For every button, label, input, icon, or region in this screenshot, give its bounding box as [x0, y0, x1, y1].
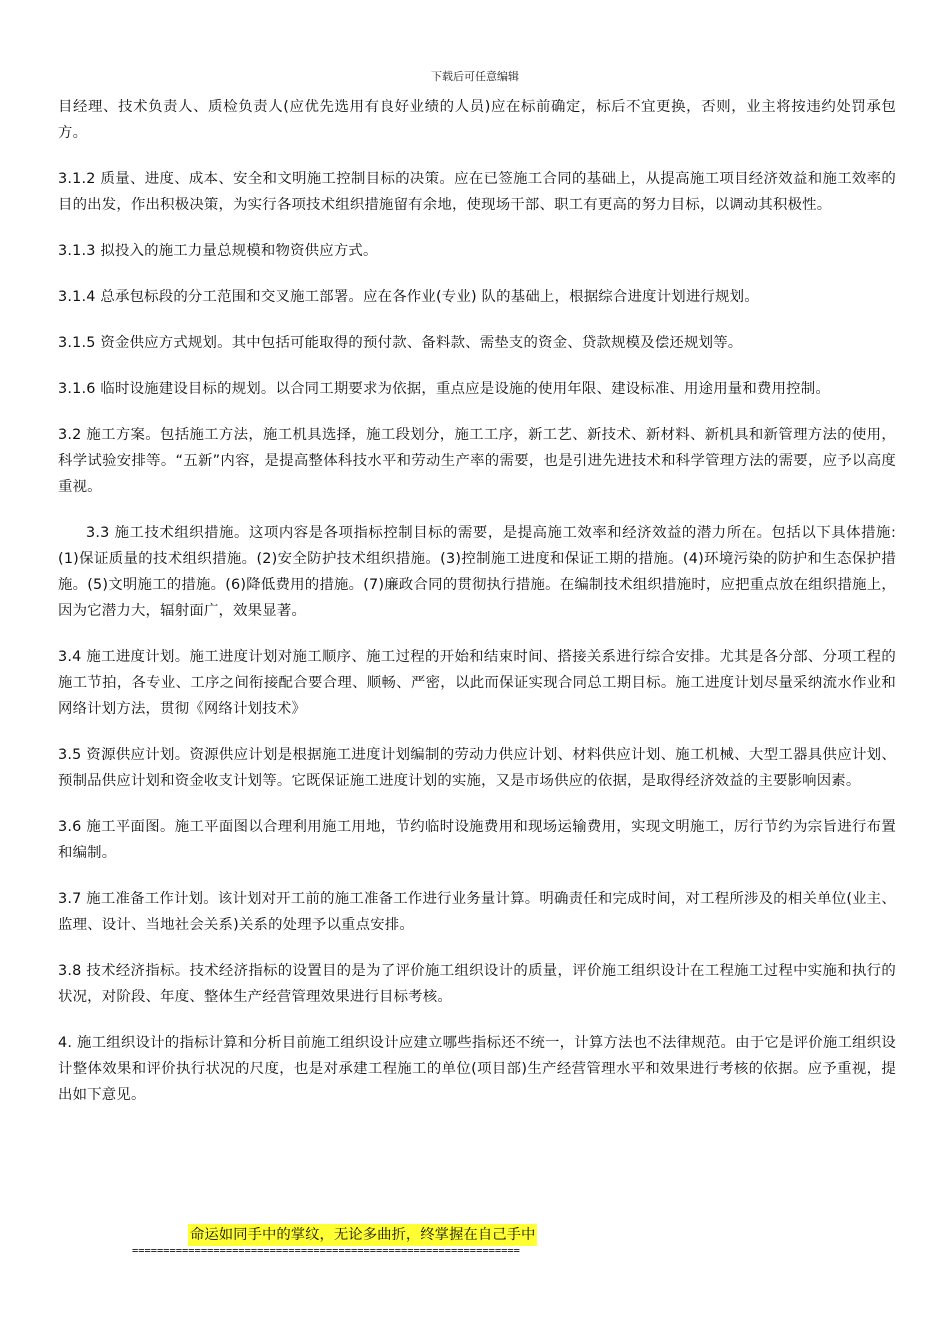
document-body [58, 94, 896, 1128]
page-header: 下载后可任意编辑 [431, 70, 519, 83]
paragraph-3-4: 3.4 施工进度计划。施工进度计划对施工顺序、施工过程的开始和结束时间、搭接关系进行综合安排。尤其是各分部、分项工程的施工节拍，各专业、工序之间衔接配合要合理、顺畅、严密，以此而保证实现合同总工期目标。施工进度计划尽量采纳流水作业和网络计划方法，贯彻《网络计划技术》 [58, 649, 896, 717]
paragraph-3-5: 3.5 资源供应计划。资源供应计划是根据施工进度计划编制的劳动力供应计划、材料供应计划、施工机械、大型工器具供应计划、预制品供应计划和资金收支计划等。它既保证施工进度计划的实施，又是市场供应的依据，是取得经济效益的主要影响因素。 [58, 747, 896, 789]
paragraph-3-3: 3.3 施工技术组织措施。这项内容是各项指标控制目标的需要，是提高施工效率和经济效益的潜力所在。包括以下具体措施:(1)保证质量的技术组织措施。(2)安全防护技术组织措施。(3)控制施工进度和保证工期的措施。(4)环境污染的防护和生态保护措施。(5)文明施工的措施。(6)降低费用的措施。(7)廉政合同的贯彻执行措施。在编制技术组织措施时，应把重点放在组织措施上，因为它潜力大，辐射面广，效果显著。 [58, 525, 896, 619]
paragraph-3-1-3: 3.1.3 拟投入的施工力量总规模和物资供应方式。 [58, 243, 378, 259]
paragraph-continuation: 目经理、技术负责人、质检负责人(应优先选用有良好业绩的人员)应在标前确定，标后不宜更换，否则，业主将按违约处罚承包方。 [58, 99, 896, 141]
paragraph-3-8: 3.8 技术经济指标。技术经济指标的设置目的是为了评价施工组织设计的质量，评价施工组织设计在工程施工过程中实施和执行的状况，对阶段、年度、整体生产经营管理效果进行目标考核。 [58, 963, 896, 1005]
paragraph-3-6: 3.6 施工平面图。施工平面图以合理利用施工用地，节约临时设施费用和现场运输费用，实现文明施工，厉行节约为宗旨进行布置和编制。 [58, 819, 896, 861]
paragraph-3-7: 3.7 施工准备工作计划。该计划对开工前的施工准备工作进行业务量计算。明确责任和完成时间，对工程所涉及的相关单位(业主、监理、设计、当地社会关系)关系的处理予以重点安排。 [58, 891, 896, 933]
paragraph-4: 4. 施工组织设计的指标计算和分析目前施工组织设计应建立哪些指标还不统一，计算方法也不法律规范。由于它是评价施工组织设计整体效果和评价执行状况的尺度，也是对承建工程施工的单位(项目部)生产经营管理水平和效果进行考核的依据。应予重视，提出如下意见。 [58, 1035, 896, 1103]
footer-divider: ============================================================== [132, 1245, 520, 1257]
paragraph-3-2: 3.2 施工方案。包括施工方法，施工机具选择，施工段划分，施工工序，新工艺、新技术、新材料、新机具和新管理方法的使用，科学试验安排等。“五新”内容，是提高整体科技水平和劳动生产率的需要，也是引进先进技术和科学管理方法的需要，应予以高度重视。 [58, 427, 896, 495]
paragraph-3-1-5: 3.1.5 资金供应方式规划。其中包括可能取得的预付款、备料款、需垫支的资金、贷款规模及偿还规划等。 [58, 335, 743, 351]
paragraph-3-1-6: 3.1.6 临时设施建设目标的规划。以合同工期要求为依据，重点应是设施的使用年限、建设标准、用途用量和费用控制。 [58, 381, 830, 397]
paragraph-3-1-4: 3.1.4 总承包标段的分工范围和交叉施工部署。应在各作业(专业) 队的基础上，根据综合进度计划进行规划。 [58, 289, 759, 305]
paragraph-3-1-2: 3.1.2 质量、进度、成本、安全和文明施工控制目标的决策。应在已签施工合同的基础上，从提高施工项目经济效益和施工效率的目的出发，作出积极决策，为实行各项技术组织措施留有余地，使现场干部、职工有更高的努力目标，以调动其积极性。 [58, 171, 896, 213]
footer-motto: 命运如同手中的掌纹，无论多曲折，终掌握在自己手中 [188, 1224, 537, 1246]
